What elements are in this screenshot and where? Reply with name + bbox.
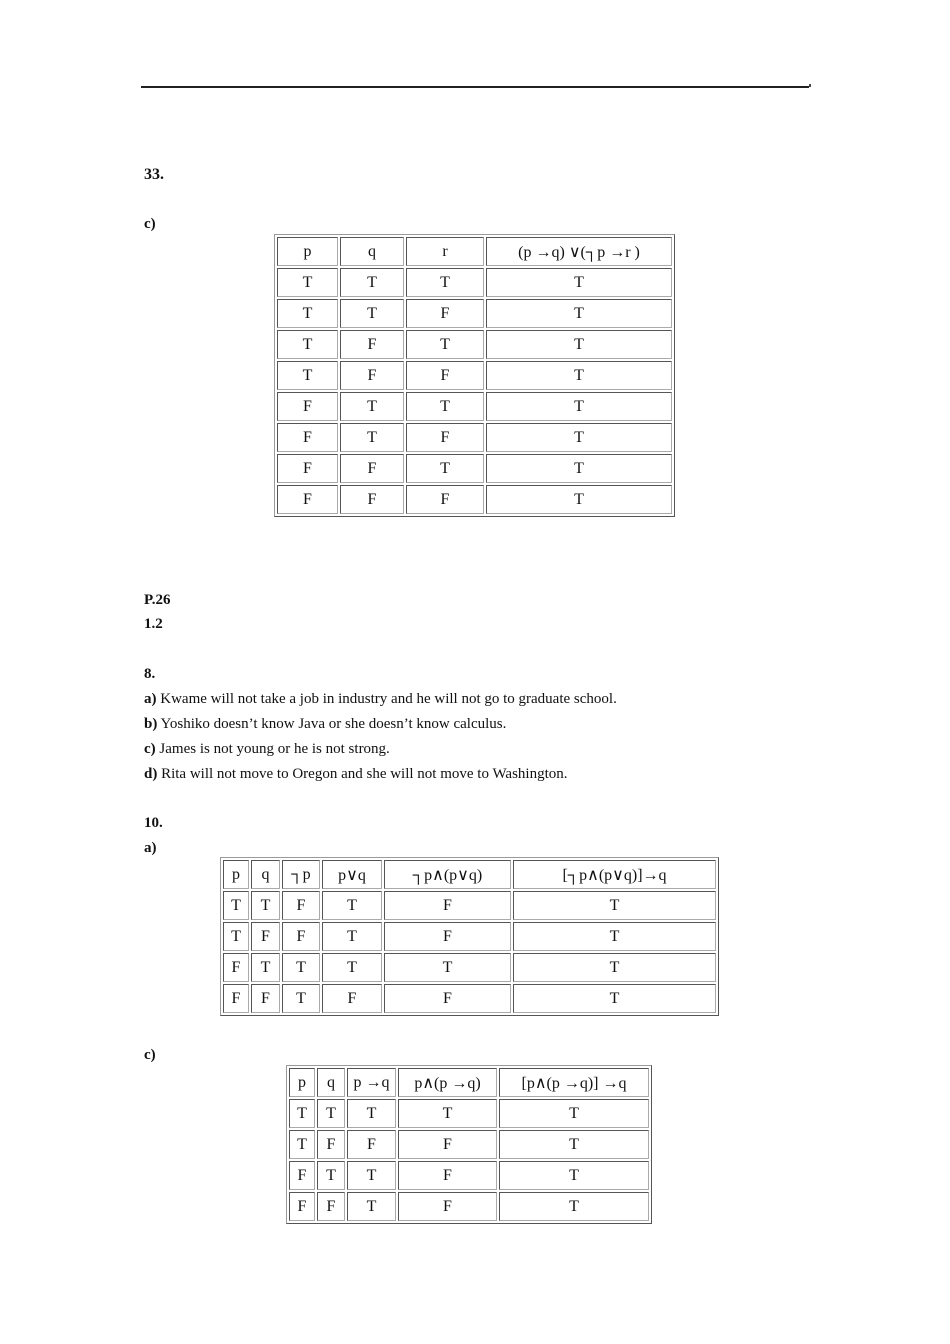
- table-cell: T: [340, 392, 404, 421]
- table-cell: T: [317, 1161, 345, 1190]
- table-cell: F: [277, 454, 338, 483]
- truth-table-10c: [286, 1065, 652, 1224]
- table-cell: T: [277, 330, 338, 359]
- table-cell: F: [406, 299, 484, 328]
- column-header: p →q: [347, 1068, 396, 1097]
- page-reference: P.26: [144, 592, 171, 608]
- table-cell: F: [384, 891, 511, 920]
- problem-10c-label: c): [144, 1047, 156, 1063]
- table-cell: T: [499, 1130, 649, 1159]
- table-cell: T: [340, 299, 404, 328]
- table-row: [277, 268, 672, 297]
- table-cell: T: [486, 330, 672, 359]
- truth-table-33c: [274, 234, 675, 517]
- table-cell: F: [340, 330, 404, 359]
- table-cell: F: [223, 953, 249, 982]
- table-cell: F: [398, 1192, 497, 1221]
- column-header: p: [223, 860, 249, 889]
- column-header: r: [406, 237, 484, 266]
- table-row: [223, 891, 716, 920]
- table-cell: T: [486, 392, 672, 421]
- table-row: [289, 1161, 649, 1190]
- table-cell: T: [384, 953, 511, 982]
- table-cell: T: [486, 299, 672, 328]
- answer-item-b: [144, 715, 506, 733]
- table-cell: T: [347, 1161, 396, 1190]
- table-cell: T: [282, 953, 320, 982]
- section-number: 1.2: [144, 616, 163, 632]
- table-cell: F: [317, 1130, 345, 1159]
- table-cell: F: [223, 984, 249, 1013]
- column-header: ┐p: [282, 860, 320, 889]
- table-cell: F: [340, 485, 404, 514]
- table-cell: F: [384, 922, 511, 951]
- column-header: p: [289, 1068, 315, 1097]
- table-cell: T: [513, 891, 716, 920]
- table-row: [289, 1099, 649, 1128]
- table-cell: T: [289, 1130, 315, 1159]
- problem-33-part-label: c): [144, 216, 156, 232]
- table-cell: T: [277, 268, 338, 297]
- table-row: [277, 485, 672, 514]
- table-cell: T: [499, 1161, 649, 1190]
- answer-text: Yoshiko doesn’t know Java or she doesn’t know calculus.: [157, 716, 507, 732]
- table-row: [277, 392, 672, 421]
- table-cell: F: [277, 485, 338, 514]
- table-cell: T: [277, 299, 338, 328]
- problem-8-number: 8.: [144, 666, 156, 682]
- column-header: ┐p∧(p∨q): [384, 860, 511, 889]
- table-cell: T: [251, 953, 280, 982]
- table-header-row: [289, 1068, 649, 1097]
- table-cell: T: [513, 984, 716, 1013]
- table-cell: T: [406, 454, 484, 483]
- table-cell: T: [486, 268, 672, 297]
- table-cell: T: [486, 423, 672, 452]
- table-cell: T: [277, 361, 338, 390]
- table-row: [223, 953, 716, 982]
- table-cell: T: [282, 984, 320, 1013]
- table-cell: F: [347, 1130, 396, 1159]
- table-cell: T: [347, 1192, 396, 1221]
- table-cell: F: [340, 361, 404, 390]
- table-cell: T: [486, 454, 672, 483]
- table-cell: F: [406, 485, 484, 514]
- table-row: [289, 1192, 649, 1221]
- table-cell: T: [347, 1099, 396, 1128]
- table-cell: F: [406, 423, 484, 452]
- table-cell: T: [223, 922, 249, 951]
- table-row: [277, 423, 672, 452]
- truth-table-10a: [220, 857, 719, 1016]
- problem-10a-label: a): [144, 840, 157, 856]
- table-cell: T: [251, 891, 280, 920]
- answer-label: d): [144, 766, 158, 782]
- answer-item-c: [144, 740, 390, 758]
- table-cell: F: [251, 922, 280, 951]
- table-cell: T: [322, 953, 382, 982]
- table-row: [223, 984, 716, 1013]
- table-cell: F: [317, 1192, 345, 1221]
- problem-10-number: 10.: [144, 815, 163, 831]
- answer-text: Rita will not move to Oregon and she will not move to Washington.: [157, 766, 568, 782]
- table-cell: F: [384, 984, 511, 1013]
- table-row: [277, 330, 672, 359]
- table-cell: F: [398, 1130, 497, 1159]
- table-cell: F: [398, 1161, 497, 1190]
- answer-item-d: [144, 765, 568, 783]
- table-cell: T: [398, 1099, 497, 1128]
- table-row: [289, 1130, 649, 1159]
- table-cell: T: [289, 1099, 315, 1128]
- table-cell: T: [499, 1099, 649, 1128]
- table-cell: F: [282, 922, 320, 951]
- table-cell: F: [406, 361, 484, 390]
- table-row: [277, 454, 672, 483]
- answer-text: James is not young or he is not strong.: [155, 741, 390, 757]
- table-cell: F: [277, 423, 338, 452]
- answer-item-a: [144, 690, 617, 708]
- table-cell: T: [322, 891, 382, 920]
- table-cell: T: [317, 1099, 345, 1128]
- answer-label: a): [144, 691, 157, 707]
- table-cell: T: [486, 361, 672, 390]
- column-header: p∨q: [322, 860, 382, 889]
- column-header: [p∧(p →q)] →q: [499, 1068, 649, 1097]
- table-cell: T: [340, 268, 404, 297]
- problem-33-number: 33.: [144, 166, 164, 183]
- column-header: q: [340, 237, 404, 266]
- table-cell: T: [499, 1192, 649, 1221]
- header-rule-tick: [809, 84, 811, 87]
- column-header: p: [277, 237, 338, 266]
- table-cell: F: [251, 984, 280, 1013]
- table-cell: T: [406, 330, 484, 359]
- table-cell: F: [289, 1192, 315, 1221]
- column-header: q: [251, 860, 280, 889]
- table-cell: F: [277, 392, 338, 421]
- table-cell: T: [340, 423, 404, 452]
- answer-label: c): [144, 741, 156, 757]
- table-header-row: [277, 237, 672, 266]
- column-header: (p →q) ∨(┐p →r ): [486, 237, 672, 266]
- table-cell: T: [223, 891, 249, 920]
- table-cell: F: [322, 984, 382, 1013]
- table-cell: T: [513, 922, 716, 951]
- column-header: q: [317, 1068, 345, 1097]
- table-cell: F: [340, 454, 404, 483]
- table-cell: T: [322, 922, 382, 951]
- table-row: [223, 922, 716, 951]
- column-header: p∧(p →q): [398, 1068, 497, 1097]
- header-rule: [141, 86, 809, 88]
- answer-label: b): [144, 716, 158, 732]
- table-row: [277, 361, 672, 390]
- column-header: [┐p∧(p∨q)]→q: [513, 860, 716, 889]
- table-header-row: [223, 860, 716, 889]
- table-cell: T: [513, 953, 716, 982]
- table-cell: F: [289, 1161, 315, 1190]
- table-row: [277, 299, 672, 328]
- answer-text: Kwame will not take a job in industry and he will not go to graduate school.: [156, 691, 617, 707]
- table-cell: F: [282, 891, 320, 920]
- table-cell: T: [486, 485, 672, 514]
- table-cell: T: [406, 392, 484, 421]
- table-cell: T: [406, 268, 484, 297]
